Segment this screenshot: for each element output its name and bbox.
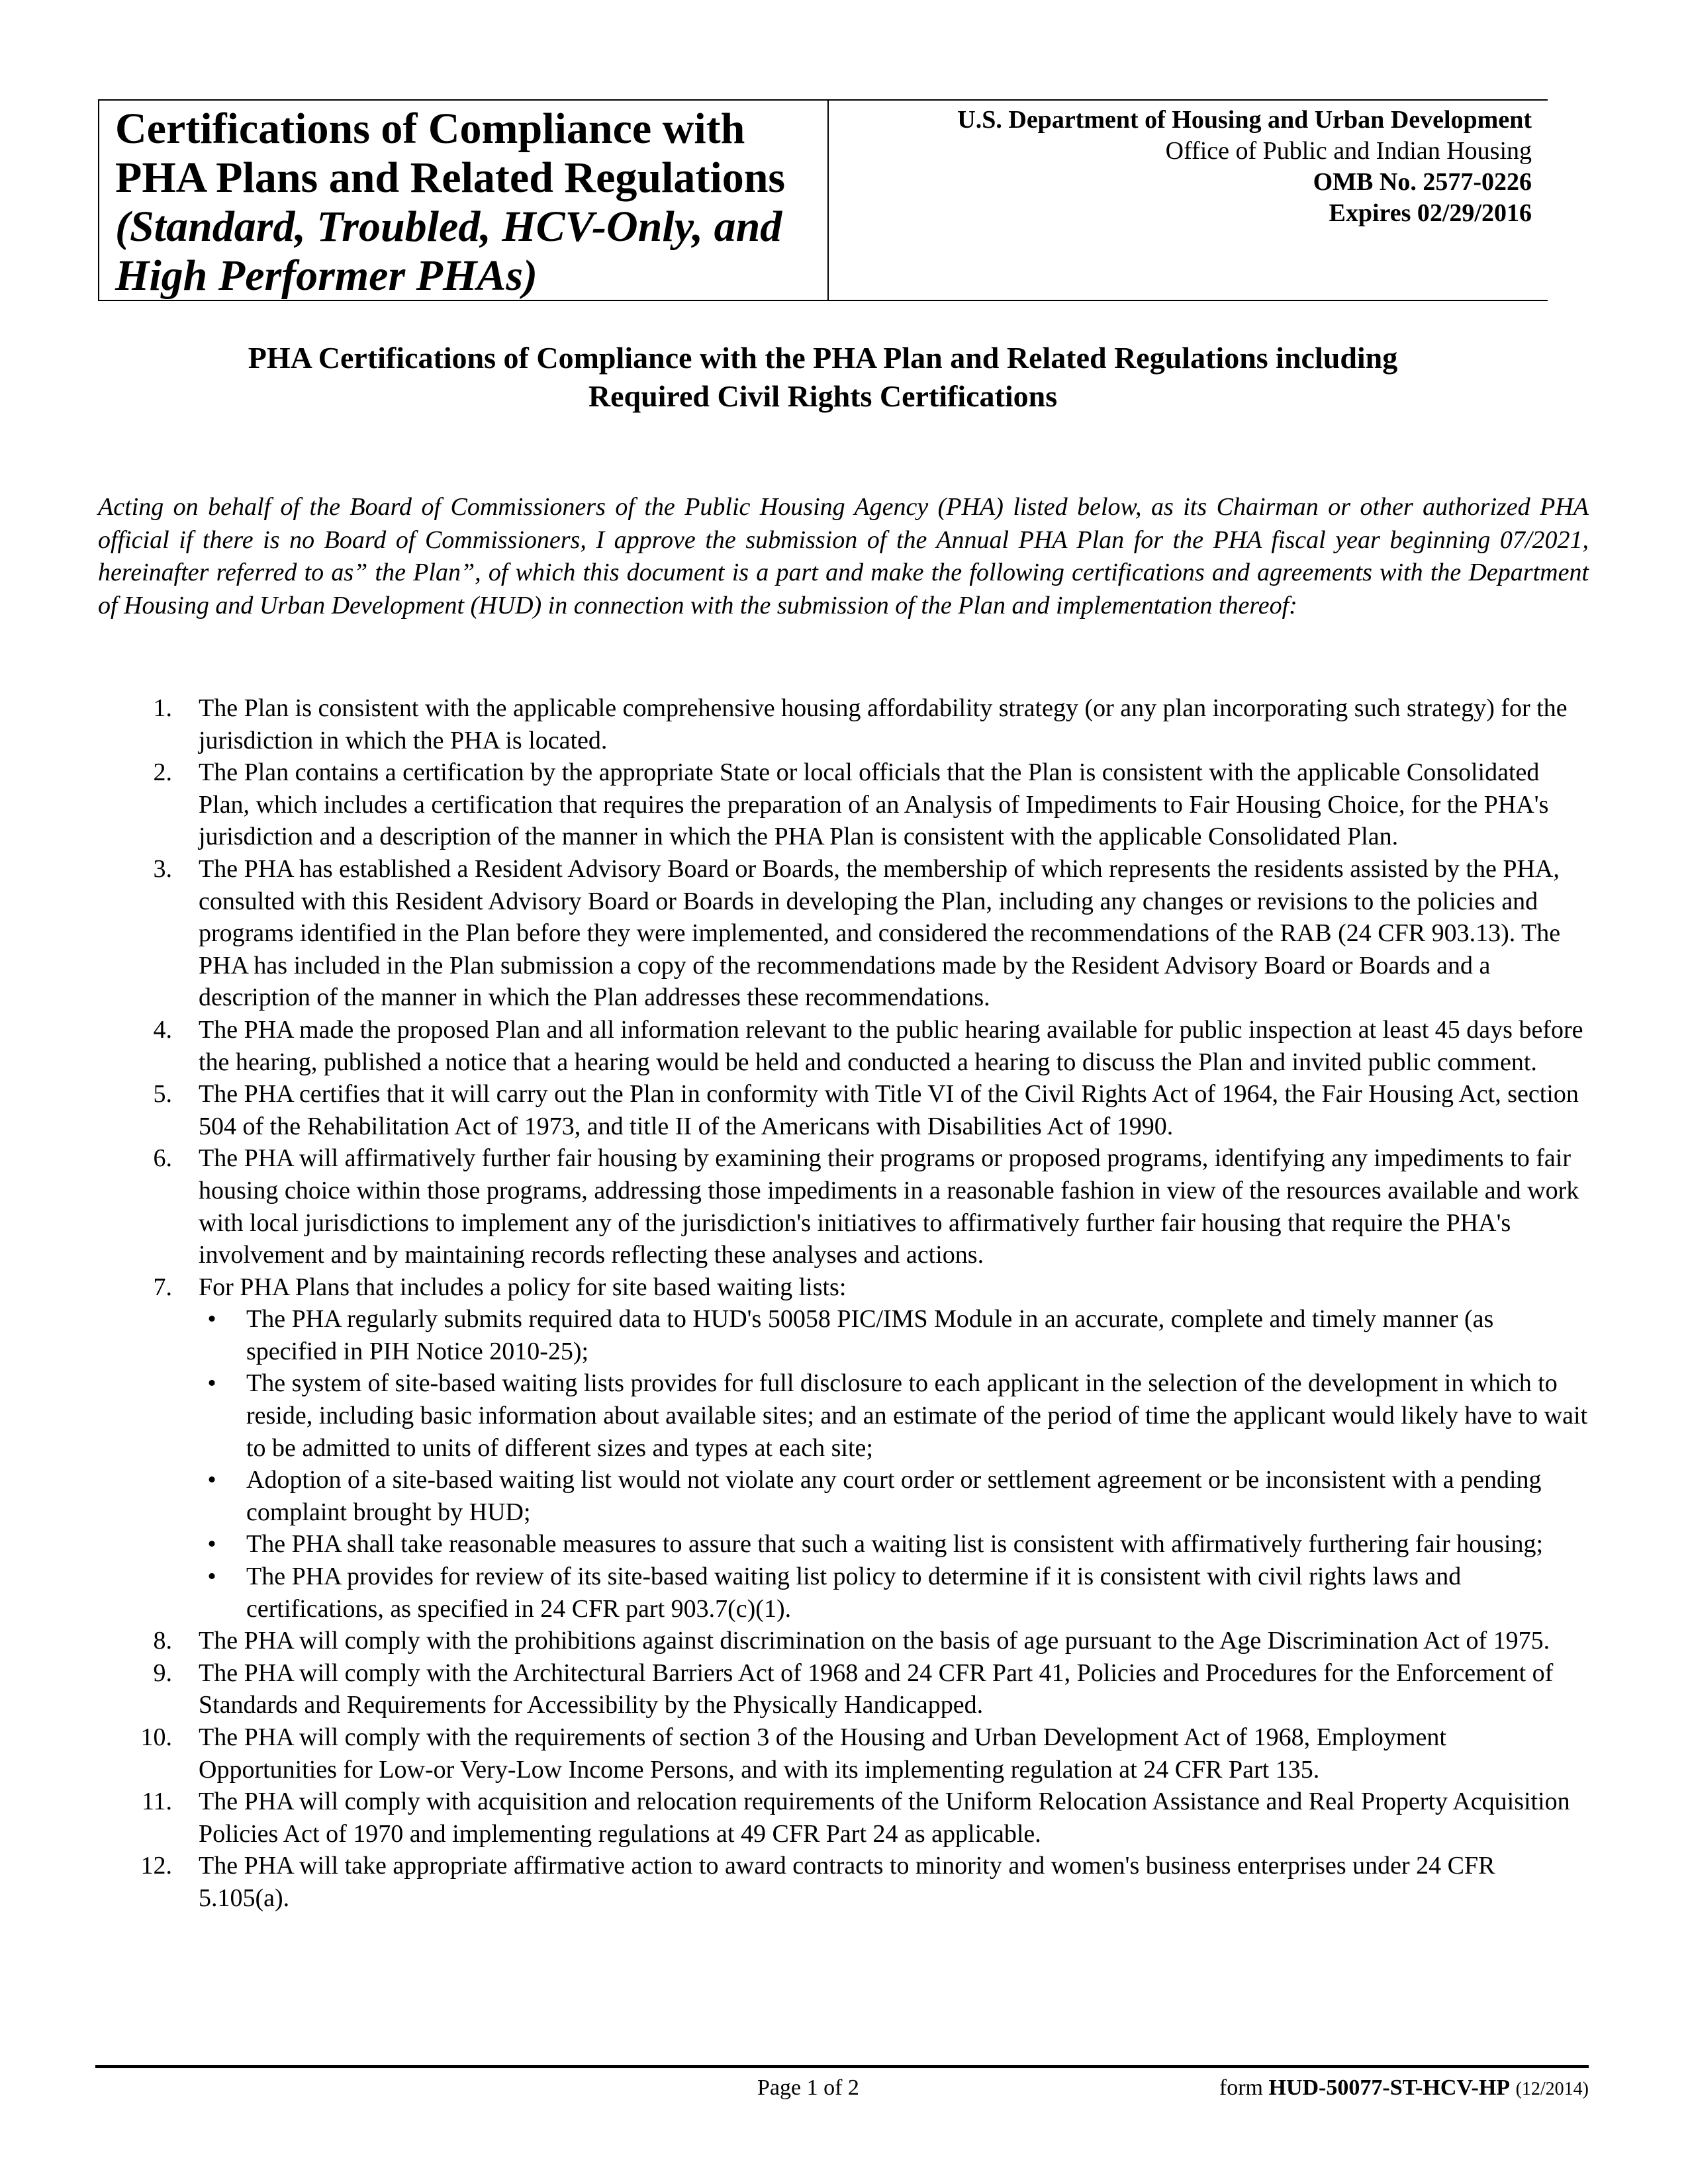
footer-divider xyxy=(95,2065,1589,2068)
item-text: The PHA will comply with the requirements of section 3 of the Housing and Urban Development Act of 1968, Employment Opportunities for Low-or Very-Low Income Persons, and with its implementing regulation at 24 CFR Part 135. xyxy=(199,1723,1446,1784)
item-number: 12. xyxy=(140,1852,172,1880)
certification-item xyxy=(98,1786,1589,1850)
expiration-date: Expires 02/29/2016 xyxy=(1329,199,1532,227)
bullet-item xyxy=(199,1561,1589,1625)
certification-item xyxy=(98,1850,1589,1914)
bullet-item xyxy=(199,1303,1589,1367)
bullet-item xyxy=(199,1367,1589,1464)
bullet-item xyxy=(199,1528,1589,1561)
certification-item xyxy=(98,853,1589,1014)
agency-block xyxy=(957,105,1532,229)
item-number: 6. xyxy=(153,1144,172,1173)
bullet-text: The system of site-based waiting lists provides for full disclosure to each applicant in the selection of the development in which to reside, including basic information about available sites; and an estimate of the period of time the applicant would likely have to wait to be admitted to units of different sizes and types at each site; xyxy=(246,1369,1588,1462)
form-title-line2: PHA Plans and Related Regulations xyxy=(115,154,786,202)
item-number: 3. xyxy=(153,854,172,883)
certification-item xyxy=(98,1625,1589,1657)
form-identifier xyxy=(1219,2075,1589,2103)
certification-item xyxy=(98,692,1589,756)
certification-item xyxy=(98,1271,1589,1625)
agency-name: U.S. Department of Housing and Urban Development xyxy=(957,106,1532,134)
document-title-line2: Required Civil Rights Certifications xyxy=(588,379,1058,413)
item-number: 11. xyxy=(141,1788,172,1816)
certification-item xyxy=(98,1657,1589,1721)
form-title-block xyxy=(99,101,829,300)
item-text: For PHA Plans that includes a policy for site based waiting lists: xyxy=(199,1273,847,1301)
item-text: The PHA has established a Resident Advisory Board or Boards, the membership of which represents the residents assisted by the PHA, consulted with this Resident Advisory Board or Boards in developing the Plan, including any changes or revisions to the policies and programs identified in the Plan before they were implemented, and considered the recommendations of the RAB (24 CFR 903.13). The PHA has included in the Plan submission a copy of the recommendations made by the Resident Advisory Board or Boards and a description of the manner in which the Plan addresses these recommendations. xyxy=(199,854,1561,1012)
bullet-text: Adoption of a site-based waiting list would not violate any court order or settlement agreement or be inconsistent with a pending complaint brought by HUD; xyxy=(246,1466,1542,1526)
document-title xyxy=(98,339,1548,416)
bullet-text: The PHA regularly submits required data to HUD's 50058 PIC/IMS Module in an accurate, complete and timely manner (as specified in PIH Notice 2010-25); xyxy=(246,1305,1494,1365)
item-number: 7. xyxy=(153,1273,172,1301)
office-name: Office of Public and Indian Housing xyxy=(1165,137,1532,165)
item-number: 8. xyxy=(153,1627,172,1655)
form-subtitle-line2: High Performer PHAs) xyxy=(115,251,538,300)
document-title-line1: PHA Certifications of Compliance with the PHA Plan and Related Regulations including xyxy=(248,341,1398,375)
bullet-dot: • xyxy=(207,1530,216,1559)
item-text: The PHA made the proposed Plan and all information relevant to the public hearing available for public inspection at least 45 days before the hearing, published a notice that a hearing would be held and conducted a hearing to discuss the Plan and invited public comment. xyxy=(199,1015,1583,1076)
item-text: The PHA certifies that it will carry out the Plan in conformity with Title VI of the Civil Rights Act of 1964, the Fair Housing Act, section 504 of the Rehabilitation Act of 1973, and title II of the Americans with Disabilities Act of 1990. xyxy=(199,1080,1579,1140)
bullet-dot: • xyxy=(207,1466,216,1494)
form-header xyxy=(98,99,1548,301)
certification-item xyxy=(98,756,1589,853)
item-number: 9. xyxy=(153,1659,172,1687)
bullet-dot: • xyxy=(207,1305,216,1334)
bullet-text: The PHA provides for review of its site-based waiting list policy to determine if it is consistent with civil rights laws and certifications, as specified in 24 CFR part 903.7(c)(1). xyxy=(246,1563,1462,1623)
item-text: The PHA will comply with the prohibitions against discrimination on the basis of age pursuant to the Age Discrimination Act of 1975. xyxy=(199,1627,1550,1655)
item-text: The PHA will comply with the Architectural Barriers Act of 1968 and 24 CFR Part 41, Policies and Procedures for the Enforcement of Standards and Requirements for Accessibility by the Physically Handicapped. xyxy=(199,1659,1554,1719)
item-text: The PHA will comply with acquisition and relocation requirements of the Uniform Relocation Assistance and Real Property Acquisition Policies Act of 1970 and implementing regulations at 49 CFR Part 24 as applicable. xyxy=(199,1788,1570,1848)
item-text: The PHA will affirmatively further fair housing by examining their programs or proposed programs, identifying any impediments to fair housing choice within those programs, addressing those impediments in a reasonable fashion in view of the resources available and work with local jurisdictions to implement any of the jurisdiction's initiatives to affirmatively further fair housing that require the PHA's involvement and by maintaining records reflecting these analyses and actions. xyxy=(199,1144,1579,1269)
item-text: The Plan is consistent with the applicable comprehensive housing affordability strategy (or any plan incorporating such strategy) for the jurisdiction in which the PHA is located. xyxy=(199,694,1568,754)
intro-paragraph: Acting on behalf of the Board of Commissioners of the Public Housing Agency (PHA) listed below, as its Chairman or other authorized PHA official if there is no Board of Commissioners, I approve the submission of the Annual PHA Plan for the PHA fiscal year beginning 07/2021, hereinafter referred to as” the Plan”, of which this document is a part and make the following certifications and agreements with the Department of Housing and Urban Development (HUD) in connection with the submission of the Plan and implementation thereof: xyxy=(98,493,1589,619)
form-prefix: form xyxy=(1219,2075,1263,2100)
certification-item xyxy=(98,1142,1589,1271)
item-text: The PHA will take appropriate affirmative action to award contracts to minority and women's business enterprises under 24 CFR 5.105(a). xyxy=(199,1852,1495,1912)
item-number: 2. xyxy=(153,758,172,787)
item-number: 5. xyxy=(153,1080,172,1109)
certification-item xyxy=(98,1078,1589,1142)
form-subtitle-line1: (Standard, Troubled, HCV-Only, and xyxy=(115,203,782,251)
bullet-text: The PHA shall take reasonable measures to assure that such a waiting list is consistent with affirmatively furthering fair housing; xyxy=(246,1530,1544,1559)
item-number: 4. xyxy=(153,1015,172,1044)
page-number: Page 1 of 2 xyxy=(757,2075,859,2100)
item-number: 1. xyxy=(153,694,172,722)
form-title-line1: Certifications of Compliance with xyxy=(115,105,745,153)
form-date: (12/2014) xyxy=(1515,2079,1589,2099)
bullet-dot: • xyxy=(207,1563,216,1591)
omb-number: OMB No. 2577-0226 xyxy=(1313,168,1532,196)
bullet-dot: • xyxy=(207,1369,216,1398)
certification-list xyxy=(98,692,1589,1915)
item-text: The Plan contains a certification by the appropriate State or local officials that the Plan is consistent with the applicable Consolidated Plan, which includes a certification that requires the preparation of an Analysis of Impediments to Fair Housing Choice, for the PHA's jurisdiction and a description of the manner in which the PHA Plan is consistent with the applicable Consolidated Plan. xyxy=(199,758,1549,851)
item-number: 10. xyxy=(140,1723,172,1751)
certification-item xyxy=(98,1721,1589,1786)
bullet-item xyxy=(199,1464,1589,1528)
certification-item xyxy=(98,1014,1589,1078)
site-based-waiting-list-bullets xyxy=(199,1303,1589,1625)
form-code: HUD-50077-ST-HCV-HP xyxy=(1268,2075,1511,2100)
